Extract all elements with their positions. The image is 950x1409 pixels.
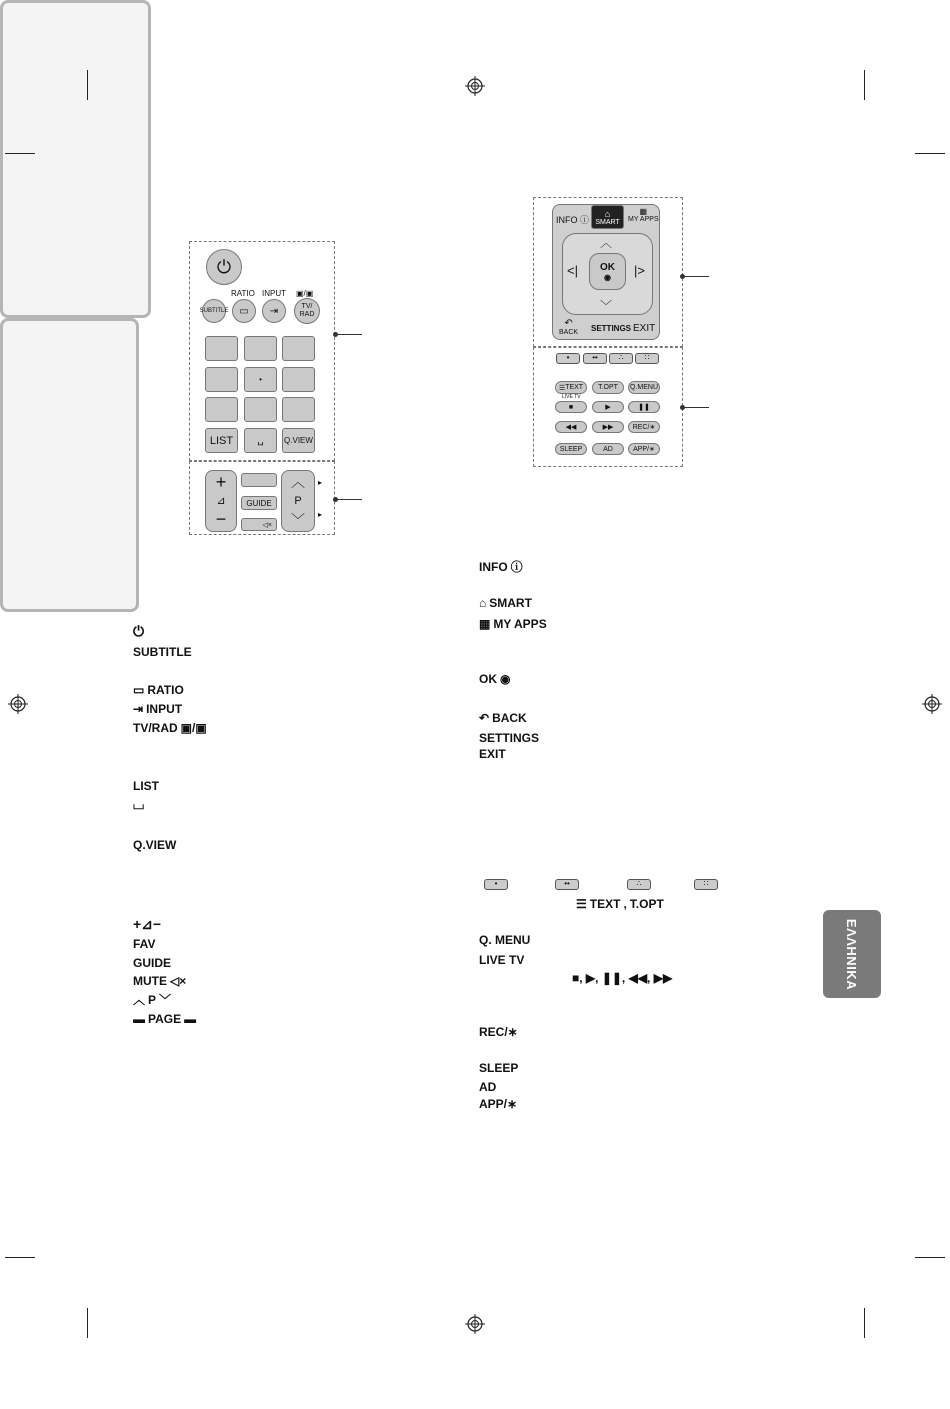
list-power [133,624,144,638]
livetv-label: LIVE TV [479,953,525,967]
yellow-key-icon: ∴ [627,879,651,890]
chevron-down-icon: ﹀ [291,511,305,528]
volume-icon: +⊿− [133,916,162,932]
pause-button: ❚❚ [628,401,660,413]
list-subtitle [133,645,192,659]
list-qmenu [479,933,530,947]
text-icon: ☰ [558,384,566,392]
ad-button: AD [592,443,624,455]
ok-label: OK [479,672,497,686]
qmenu-label: Q. MENU [479,933,531,947]
app-label: APP/∗ [479,1097,518,1111]
mute-button [241,518,277,531]
list-smart [479,596,532,610]
list-exit [479,747,506,761]
exit-button: EXIT [633,323,656,334]
green-key: •• [583,353,607,364]
apps-grid-icon: ▦ [639,207,648,216]
text-label: TEXT [589,897,621,911]
number-key [282,367,315,392]
input-label: INPUT [262,289,286,298]
callout-line [683,407,709,408]
number-key [244,397,277,422]
number-key [282,397,315,422]
chevron-down-icon: ﹀ [159,993,172,1007]
list-fav [133,937,155,951]
arrow-left-icon: <| [567,263,578,278]
page-left-icon: ▬ [133,1012,145,1026]
page-up-mark: ▸ [318,478,323,487]
list-guide [133,956,171,970]
stop-button: ■ [555,401,587,413]
crop-mark [5,153,35,154]
list-myapps [479,617,547,631]
myapps-label: MY APPS [628,216,659,223]
sleep-label: SLEEP [479,1061,519,1075]
ok-label: OK [600,261,615,273]
list-program [133,993,171,1007]
number-key [205,336,238,361]
home-icon: ⌂ [604,208,611,219]
red-key-icon: • [484,879,508,890]
input-button: ⇥ [262,299,286,323]
number-key [205,397,238,422]
sleep-button: SLEEP [555,443,587,455]
play-button: ▶ [592,401,624,413]
subtitle-label: SUBTITLE [133,645,192,659]
back-label: BACK [492,711,527,725]
comma: , [623,897,627,911]
volume-down-icon: − [215,509,227,530]
mute-label: MUTE [133,974,167,988]
apps-grid-icon: ▦ [479,617,491,631]
list-label: LIST [133,779,159,793]
callout-line [336,334,362,335]
list-ad [479,1080,496,1094]
myapps-button [628,207,659,223]
page-down-mark: ▸ [318,510,323,519]
playback-icons: ■, ▶, ❚❚, ◀◀, ▶▶ [572,971,673,985]
smart-label: SMART [595,218,620,226]
list-sleep [479,1061,518,1075]
myapps-label: MY APPS [493,617,547,631]
ad-label: AD [479,1080,497,1094]
number-key [282,336,315,361]
list-livetv [479,953,524,967]
volume-icon: ⊿ [216,495,226,508]
qmenu-button: Q.MENU [628,381,660,394]
volume-up-icon: + [215,471,227,492]
space-button: ␣ [244,428,277,453]
smart-button [591,205,624,229]
mute-icon: ◁× [170,974,187,988]
info-icon: ⓘ [510,560,523,574]
tvrad-label: TV/RAD [133,721,178,735]
subtitle-button: SUBTITLE [202,299,226,323]
program-rocker [281,470,315,532]
settings-button: SETTINGS [591,324,632,333]
number-key: • [244,367,277,392]
input-label: INPUT [146,702,183,716]
text-button [555,381,587,394]
power-icon: ⏻ [133,623,145,639]
power-button: ⏻ [206,249,242,285]
fav-label: FAV [133,937,156,951]
rec-button: REC/∗ [628,421,660,433]
number-key [205,367,238,392]
crop-mark [5,1257,35,1258]
back-arrow-icon: ↶ [564,318,573,329]
registration-mark-icon [465,1314,485,1334]
app-button: APP/∗ [628,443,660,455]
input-icon: ⇥ [133,702,144,716]
yellow-key: ∴ [609,353,633,364]
list-page [133,1012,196,1026]
list-list [133,779,159,793]
fav-button [241,473,277,487]
callout-line [336,499,362,500]
qview-button: Q.VIEW [282,428,315,453]
crop-mark [87,1308,88,1338]
crop-mark [915,153,945,154]
language-tab-label: ΕΛΛΗΝΙΚΑ [844,918,860,990]
list-mute [133,974,186,988]
qview-label: Q.VIEW [133,838,177,852]
exit-label: EXIT [479,747,506,761]
registration-mark-icon [8,694,28,714]
chevron-up-icon: ︿ [291,474,305,491]
chevron-up-icon: ︿ [133,993,146,1007]
red-key: • [556,353,580,364]
space-icon: ⌴ [133,796,145,812]
back-button [559,318,578,336]
list-space [133,797,144,811]
number-key [244,336,277,361]
volume-rocker [205,470,237,532]
registration-mark-icon [465,76,485,96]
crop-mark [864,1308,865,1338]
text-label: TEXT [565,384,584,391]
green-key-icon: •• [555,879,579,890]
program-label: P [294,494,302,507]
arrow-down-icon: ﹀ [600,299,613,313]
remote-control-illustration-left [0,0,151,318]
list-ratio [133,683,184,697]
back-arrow-icon: ↶ [479,711,490,725]
topt-button: T.OPT [592,381,624,394]
home-icon: ⌂ [479,596,487,610]
arrow-up-icon: ︿ [600,236,613,250]
text-icon: ☰ [576,897,587,911]
settings-label: SETTINGS [479,731,540,745]
blue-key: ∷ [635,353,659,364]
rec-label: REC/∗ [479,1025,518,1039]
ratio-button: ▭ [232,299,256,323]
remote-control-illustration-right [0,318,139,612]
registration-mark-icon [922,694,942,714]
arrow-right-icon: |> [634,263,645,278]
ok-dot-icon: ◉ [604,272,611,282]
callout-line [683,276,709,277]
ratio-label: RATIO [147,683,184,697]
crop-mark [915,1257,945,1258]
back-label: BACK [559,329,579,336]
ratio-label: RATIO [231,289,255,298]
list-tvrad [133,721,207,735]
page-right-icon: ▬ [184,1012,197,1026]
ok-button [589,253,626,290]
list-input [133,702,182,716]
smart-label: SMART [489,596,532,610]
list-app [479,1097,517,1111]
list-volume [133,917,161,931]
list-text-topt [576,897,664,911]
list-back [479,711,527,725]
list-playback [572,971,672,985]
list-settings [479,731,539,745]
ratio-icon: ▭ [133,683,145,697]
crop-mark [864,70,865,100]
topt-label: T.OPT [629,897,664,911]
info-button: INFO ⓘ [556,215,589,225]
list-ok [479,672,510,686]
tvrad-small-label: ▣/▣ [296,289,314,298]
blue-key-icon: ∷ [694,879,718,890]
tvrad-button: TV/ RAD [294,298,320,324]
crop-mark [87,70,88,100]
info-label: INFO [479,560,508,574]
ok-dot-icon: ◉ [500,672,511,686]
page-label: PAGE [148,1012,182,1026]
fastforward-button: ▶▶ [592,421,624,433]
guide-label: GUIDE [133,956,172,970]
list-button: LIST [205,428,238,453]
guide-button: GUIDE [241,496,277,510]
rewind-button: ◀◀ [555,421,587,433]
program-label: P [148,993,157,1007]
language-tab [823,910,881,998]
livetv-label: LIVE TV [562,394,581,400]
list-qview [133,838,176,852]
list-rec [479,1025,518,1039]
list-info [479,560,523,574]
mute-icon: ◁× [262,521,272,529]
tv-radio-icon: ▣/▣ [180,721,207,735]
